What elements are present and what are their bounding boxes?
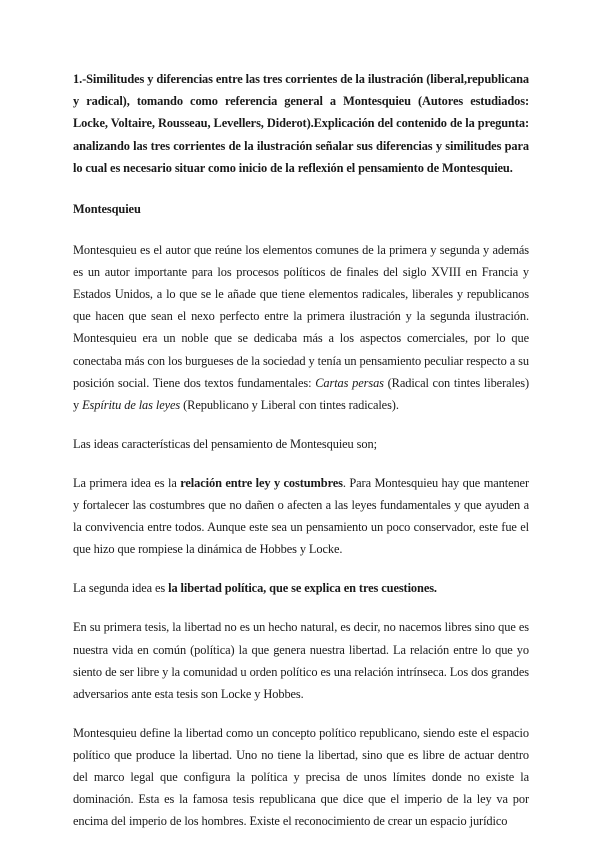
paragraph-ideas-intro: Las ideas características del pensamiento de Montesquieu son;: [73, 436, 377, 451]
paragraph-thesis-1: En su primera tesis, la libertad no es un hecho natural, es decir, no nacemos libres sino que es nuestra vida en común (política) la que genera nuestra libertad. La relación entre lo que yo siento de ser libre y la comunidad u orden político es una relación intrínseca. Los dos grandes adversarios ante esta tesis son Locke y Hobbes.: [73, 620, 529, 701]
paragraph-intro: [73, 239, 529, 416]
intro-text-b: (Radical con tintes liberales) y: [73, 375, 529, 412]
question-heading: 1.-Similitudes y diferencias entre las tres corrientes de la ilustración (liberal,republicana y radical), tomando como referencia general a Montesquieu (Autores estudiados: Locke, Voltaire, Rousseau, Levellers, Diderot).Explicación del contenido de la pregunta: analizando las tres corrientes de la ilustración señalar sus diferencias y similitudes para lo cual es necesario situar como inicio de la reflexión el pensamiento de Montesquieu.: [73, 72, 529, 175]
idea1-text-a: La primera idea es la: [73, 475, 181, 490]
paragraph-liberty-definition: Montesquieu define la libertad como un concepto político republicano, siendo este el espacio político que produce la libertad. Uno no tiene la libertad, sino que es libre de actuar dentro del marco legal que configura la política y precisa de unos límites donde no existe la dominación. Esta es la famosa tesis republicana que dice que el imperio de la ley va por encima del imperio de los hombres. Existe el reconocimiento de crear un espacio jurídico: [73, 725, 529, 829]
paragraph-idea-1: [73, 472, 529, 560]
intro-text-a: Montesquieu es el autor que reúne los elementos comunes de la primera y segunda y además es un autor importante para los procesos políticos de finales del siglo XVIII en Francia y Estados Unidos, a lo que se le añade que tiene elementos radicales, liberales y republicanos que hacen que sean el nexo perfecto entre la primera ilustración y la segunda ilustración. Montesquieu era un noble que se dedicaba más a los aspectos comerciales, por lo que conectaba más con los burgueses de la sociedad y tenía un pensamiento peculiar respecto a su posición social. Tiene dos textos fundamentales:: [73, 243, 529, 390]
idea2-text-a: La segunda idea es: [73, 581, 169, 596]
idea1-emphasis: relación entre ley y costumbres: [180, 475, 343, 490]
book-title-espiritu-leyes: Espíritu de las leyes: [82, 397, 181, 412]
book-title-cartas-persas: Cartas persas: [315, 375, 384, 390]
idea2-emphasis: la libertad política, que se explica en tres cuestiones.: [168, 581, 437, 596]
intro-text-c: (Republicano y Liberal con tintes radicales).: [180, 397, 399, 412]
paragraph-idea-2: [73, 577, 529, 599]
section-title: Montesquieu: [73, 202, 141, 217]
idea1-text-b: . Para Montesquieu hay que mantener y fortalecer las costumbres que no dañen o afecten a las leyes fundamentales y que ayuden a la convivencia entre todos. Aunque este sea un pensamiento un poco conservador, este fue el que hizo que rompiese la dinámica de Hobbes y Locke.: [73, 475, 529, 557]
